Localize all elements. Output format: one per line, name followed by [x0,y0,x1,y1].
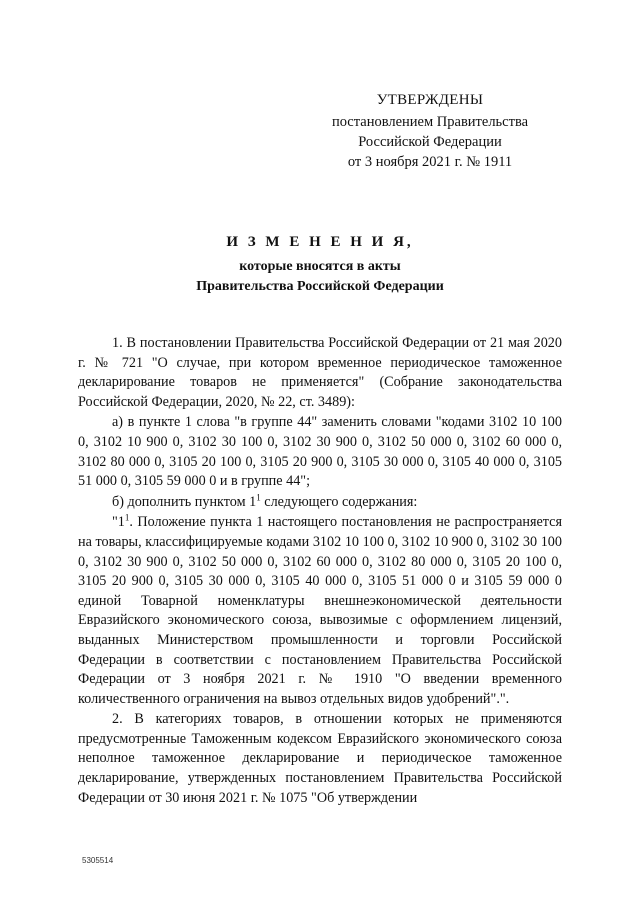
approval-heading: УТВЕРЖДЕНЫ [376,92,484,108]
document-title: И З М Е Н Е Н И Я, [226,234,414,250]
paragraph-1b [78,493,562,513]
document-title-block [78,234,562,297]
document-code: 5305514 [82,856,114,865]
document-body [78,334,562,808]
paragraph-1-1-superscript: 1 [124,512,130,523]
paragraph-1a: а) в пункте 1 слова "в группе 44" заменить словами "кодами 3102 10 100 0, 3102 10 900 0, 3102 30 100 0, 3102 30 900 0, 3102 50 000 0, 3102 60 000 0, 3102 80 000 0, 3105 20 100 0, 3105 20 900 0, 3105 30 000 0, 3105 40 000 0, 3105 51 000 0, 3105 59 000 0 и в группе 44"; [78,414,562,490]
paragraph-1: 1. В постановлении Правительства Российской Федерации от 21 мая 2020 г. № 721 "О случае, при котором временное периодическое таможенное декларирование товаров не применяется" (Собрание законодательства Российской Федерации, 2020, № 22, ст. 3489): [78,335,562,410]
paragraph-1b-text-end: следующего содержания: [260,493,418,510]
approval-stamp [300,90,560,172]
approval-line-1: постановлением Правительства [331,114,529,130]
document-subtitle-1: которые вносятся в акты [239,259,401,274]
paragraph-1b-superscript: 1 [256,492,261,503]
approval-line-3: от 3 ноября 2021 г. № 1911 [347,154,513,170]
paragraph-2: 2. В категориях товаров, в отношении которых не применяются предусмотренные Таможенным кодексом Евразийского экономического союза неполное таможенное декларирование и периодическое таможенное декларирование, утвержденных постановлением Правительства Российской Федерации от 30 июня 2021 г. № 1075 "Об утверждении [78,711,562,806]
document-subtitle-2: Правительства Российской Федерации [196,279,444,294]
paragraph-1-1-number: "1 [112,514,125,531]
paragraph-1-1-text: . Положение пункта 1 настоящего постановления не распространяется на товары, классифицируемые кодами 3102 10 100 0, 3102 10 900 0, 3102 30 100 0, 3102 30 900 0, 3102 50 000 0, 3102 60 000 0, 3102 80 000 0, 3105 20 100 0, 3105 20 900 0, 3105 30 000 0, 3105 40 000 0, 3105 51 000 0 и 3105 59 000 0 единой Товарной номенклатуры внешнеэкономической деятельности Евразийского экономического союза, вывозимые с оформлением лицензий, выданных Министерством промышленности и торговли Российской Федерации в соответствии с постановлением Правительства Российской Федерации от 3 ноября 2021 г. № 1910 "О введении временного количественного ограничения на вывоз отдельных видов удобрений".". [78,514,562,707]
paragraph-1b-text: б) дополнить пунктом 1 [112,493,257,510]
approval-line-2: Российской Федерации [358,134,502,150]
paragraph-1-1 [78,513,562,709]
